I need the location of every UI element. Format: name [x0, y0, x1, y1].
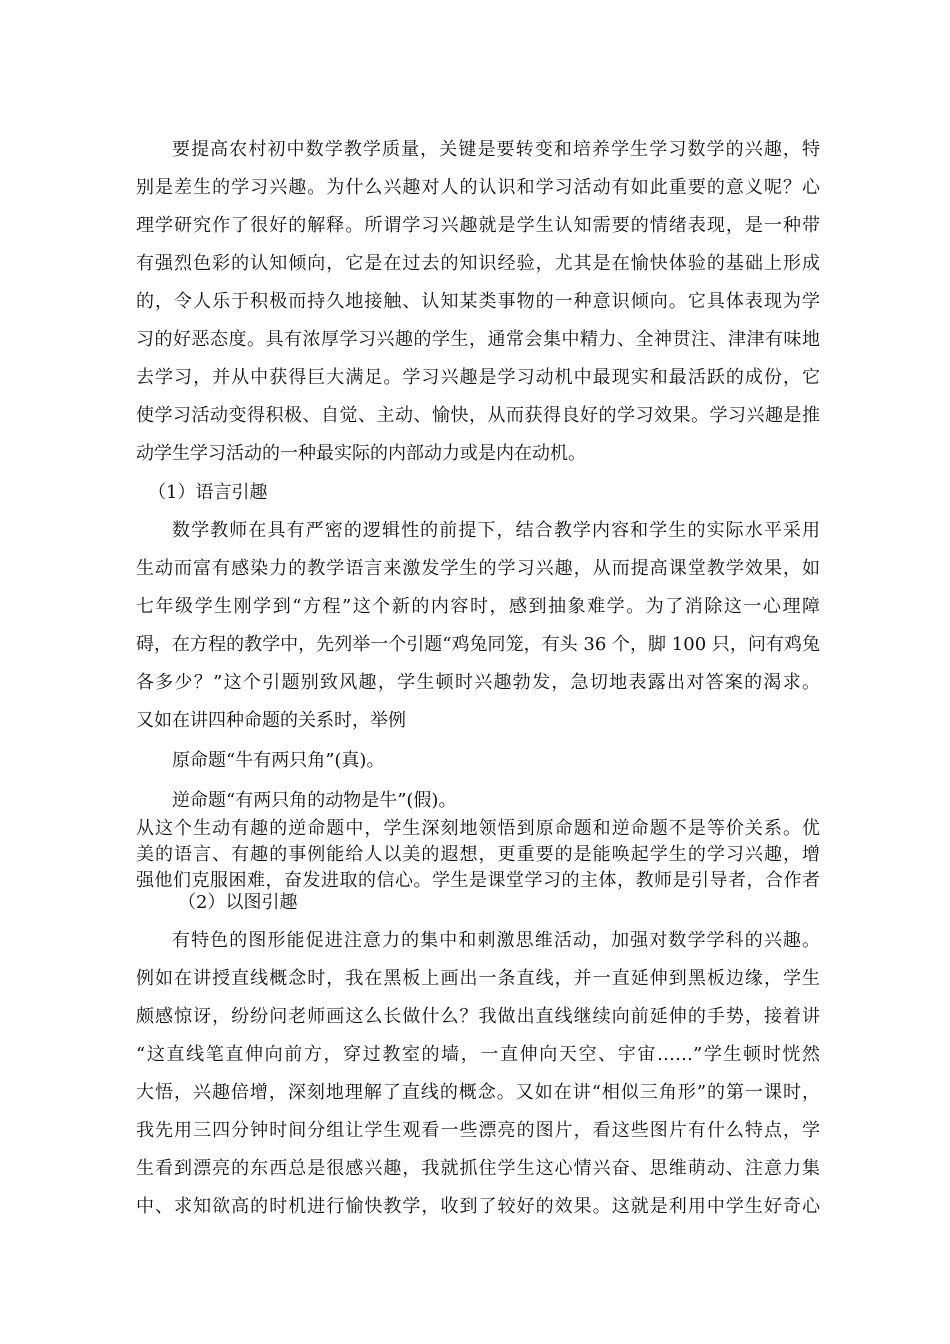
section-heading-graphics: （2）以图引趣 — [178, 892, 298, 913]
paragraph-line: 又如在讲四种命题的关系时，举例 — [136, 710, 406, 731]
paragraph-line: 美的语言、有趣的事例能给人以美的遐想，更重要的是能唤起学生的学习兴趣，增 — [136, 844, 820, 865]
paragraph-line: 大悟，兴趣倍增，深刻地理解了直线的概念。又如在讲“相似三角形”的第一课时， — [136, 1082, 820, 1103]
paragraph-line: 习的好恶态度。具有浓厚学习兴趣的学生，通常会集中精力、全神贯注、津津有味地 — [136, 329, 820, 350]
paragraph-line: 中、求知欲高的时机进行愉快教学，收到了较好的效果。这就是利用中学生好奇心 — [136, 1196, 820, 1217]
paragraph-line: 有强烈色彩的认知倾向，它是在过去的知识经验，尤其是在愉快体验的基础上形成 — [136, 253, 820, 274]
paragraph-line: 例如在讲授直线概念时，我在黑板上画出一条直线，并一直延伸到黑板边缘，学生 — [136, 968, 820, 989]
example-original-proposition: 原命题“牛有两只角”(真)。 — [172, 750, 385, 771]
paragraph-line: 动学生学习活动的一种最实际的内部动力或是内在动机。 — [136, 443, 586, 464]
paragraph-line: 的，令人乐于积极而持久地接触、认知某类事物的一种意识倾向。它具体表现为学 — [136, 291, 820, 312]
paragraph-line: 颇感惊讶，纷纷问老师画这么长做什么？我做出直线继续向前延伸的手势，接着讲 — [136, 1006, 820, 1027]
paragraph-line: 生看到漂亮的东西总是很感兴趣，我就抓住学生这心情兴奋、思维萌动、注意力集 — [136, 1158, 820, 1179]
paragraph-line: 我先用三四分钟时间分组让学生观看一些漂亮的图片，看这些图片有什么特点，学 — [136, 1120, 820, 1141]
paragraph-line: 从这个生动有趣的逆命题中，学生深刻地领悟到原命题和逆命题不是等价关系。优 — [136, 818, 820, 839]
paragraph-line: 数学教师在具有严密的逻辑性的前提下，结合教学内容和学生的实际水平采用 — [172, 520, 820, 541]
paragraph-line: 有特色的图形能促进注意力的集中和刺激思维活动，加强对数学学科的兴趣。 — [172, 930, 820, 951]
section-heading-language: （1）语言引趣 — [148, 482, 268, 503]
paragraph-line: 各多少？”这个引题别致风趣，学生顿时兴趣勃发，急切地表露出对答案的渴求。 — [136, 672, 820, 693]
paragraph-line: 去学习，并从中获得巨大满足。学习兴趣是学习动机中最现实和最活跃的成份，它 — [136, 367, 820, 388]
paragraph-line: 理学研究作了很好的解释。所谓学习兴趣就是学生认知需要的情绪表现，是一种带 — [136, 215, 820, 236]
example-converse-proposition: 逆命题“有两只角的动物是牛”(假)。 — [172, 790, 457, 811]
paragraph-line: “这直线笔直伸向前方，穿过教室的墙，一直伸向天空、宇宙……”学生顿时恍然 — [136, 1044, 820, 1065]
paragraph-line: 七年级学生刚学到“方程”这个新的内容时，感到抽象难学。为了消除这一心理障 — [136, 596, 820, 617]
paragraph-line: 生动而富有感染力的教学语言来激发学生的学习兴趣，从而提高课堂教学效果，如 — [136, 558, 820, 579]
paragraph-line: 使学习活动变得积极、自觉、主动、愉快，从而获得良好的学习效果。学习兴趣是推 — [136, 405, 820, 426]
paragraph-line: 要提高农村初中数学教学质量，关键是要转变和培养学生学习数学的兴趣，特 — [172, 139, 820, 160]
paragraph-line: 别是差生的学习兴趣。为什么兴趣对人的认识和学习活动有如此重要的意义呢？心 — [136, 177, 820, 198]
paragraph-line: 碍，在方程的教学中，先列举一个引题“鸡兔同笼，有头 36 个，脚 100 只，问有鸡兔 — [136, 634, 820, 655]
paragraph-line: 强他们克服困难，奋发进取的信心。学生是课堂学习的主体，教师是引导者，合作者 — [136, 870, 820, 891]
